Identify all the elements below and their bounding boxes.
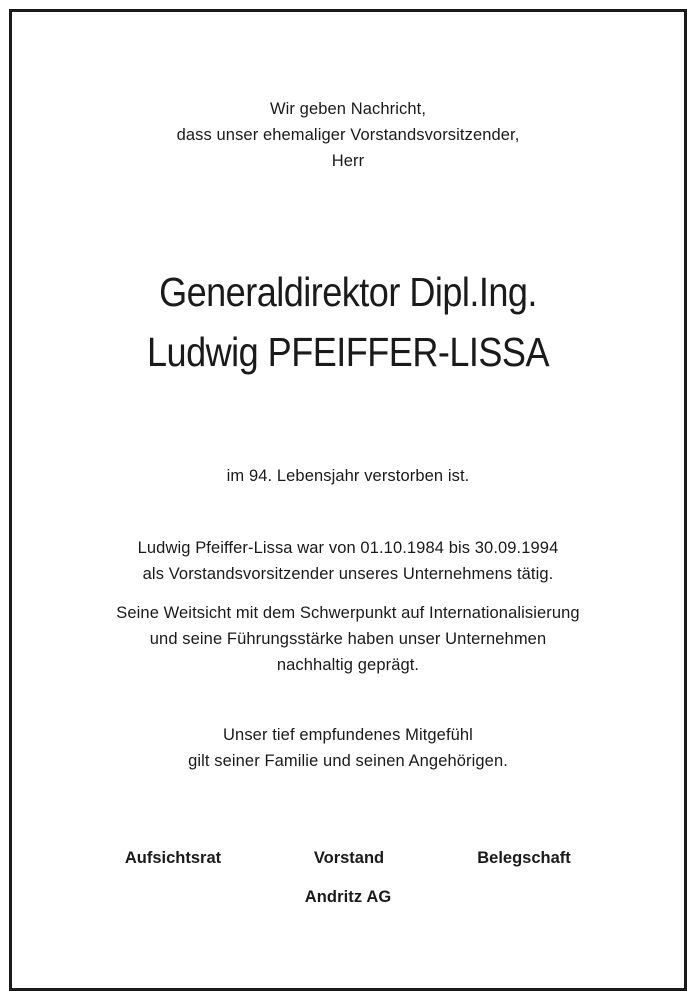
company-signature: [0, 884, 696, 910]
deceased-fullname: Ludwig PFEIFFER-LISSA: [147, 329, 549, 375]
intro-text: [0, 96, 696, 174]
death-statement: [0, 463, 696, 489]
career-paragraph: [0, 535, 696, 587]
condolence-paragraph: [0, 722, 696, 774]
intro-line: dass unser ehemaliger Vorstandsvorsitzender,: [176, 126, 520, 144]
tribute-paragraph: [0, 600, 696, 678]
tribute-line: Seine Weitsicht mit dem Schwerpunkt auf Internationalisierung: [116, 604, 580, 622]
career-line: als Vorstandsvorsitzender unseres Unternehmens tätig.: [142, 565, 554, 583]
intro-line: Wir geben Nachricht,: [269, 100, 427, 118]
condolence-line: gilt seiner Familie und seinen Angehörigen.: [188, 752, 508, 770]
deceased-title: Generaldirektor Dipl.Ing.: [159, 269, 537, 315]
death-line: im 94. Lebensjahr verstorben ist.: [226, 467, 470, 485]
signatory-supervisory-board: Aufsichtsrat: [124, 849, 222, 867]
tribute-line: nachhaltig geprägt.: [276, 656, 420, 674]
career-line: Ludwig Pfeiffer-Lissa war von 01.10.1984 bis 30.09.1994: [137, 539, 559, 557]
deceased-name: [0, 262, 696, 382]
tribute-line: und seine Führungsstärke haben unser Unternehmen: [149, 630, 547, 648]
condolence-line: Unser tief empfundenes Mitgefühl: [223, 726, 473, 744]
signatory-executive-board: Vorstand: [313, 849, 385, 867]
company-name: Andritz AG: [304, 888, 392, 906]
signatories: [0, 845, 696, 871]
intro-line: Herr: [331, 152, 365, 170]
signatory-staff: Belegschaft: [477, 849, 571, 867]
